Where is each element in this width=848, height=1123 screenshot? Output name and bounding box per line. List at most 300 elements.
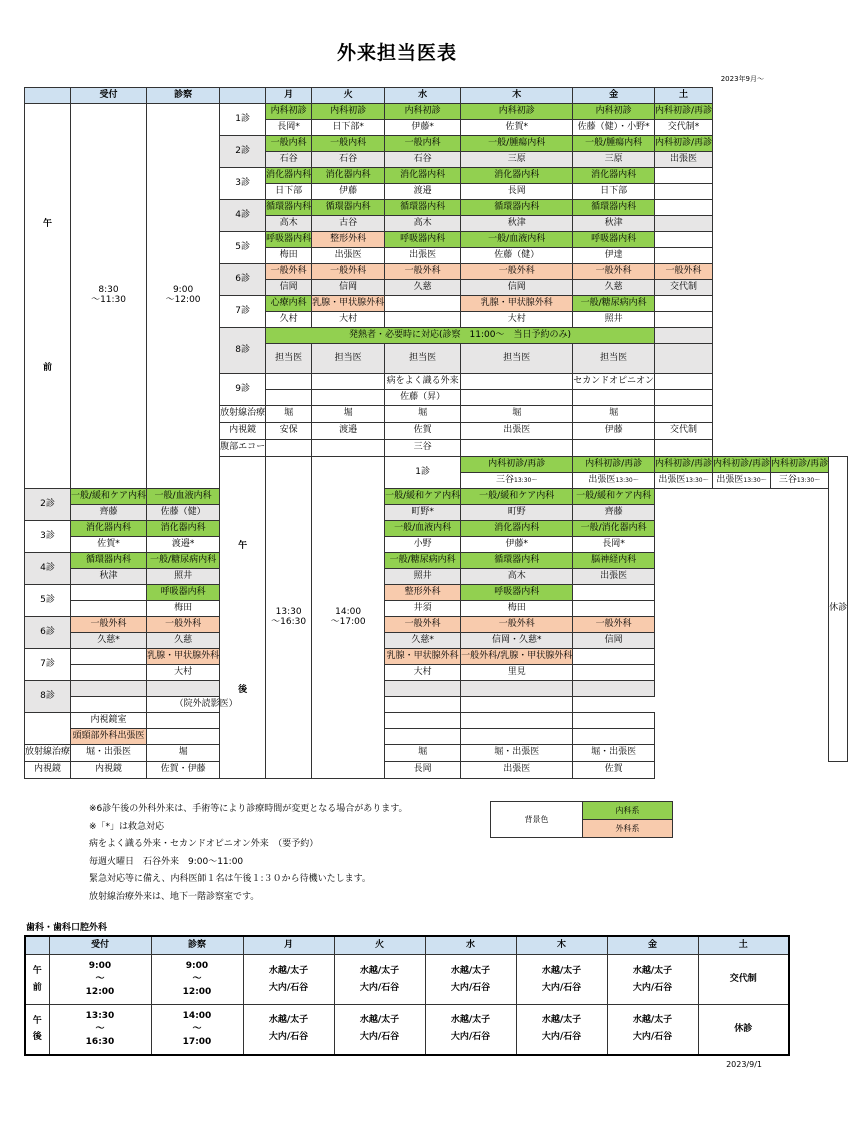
department-cell: 一般/腫瘍内科	[461, 136, 573, 152]
doctor-cell: 日下部	[266, 184, 312, 200]
doctor-name: 水越/太子	[541, 965, 582, 976]
room-label: 内視鏡	[220, 423, 266, 440]
session-label: 午	[238, 540, 248, 551]
department-cell: 内科初診/再診	[771, 457, 829, 473]
doctor-cell	[266, 440, 312, 457]
department-cell	[654, 232, 712, 248]
doctor-cell	[385, 312, 461, 328]
schedule-header-row	[25, 88, 848, 104]
empty-cell	[461, 729, 573, 745]
doctor-cell: 担当医	[573, 344, 655, 374]
room-label: 6診	[220, 264, 266, 296]
room-label: 内視鏡	[25, 762, 71, 779]
department-cell: 一般外科	[573, 264, 655, 280]
doctor-cell: 佐賀*	[461, 120, 573, 136]
time-text: 9:00	[185, 961, 209, 972]
time-text: 17:00	[182, 1036, 212, 1047]
department-cell: 循環器内科	[266, 200, 312, 216]
doctor-cell	[71, 601, 147, 617]
empty-cell	[25, 713, 71, 745]
doctor-cell	[385, 601, 461, 617]
department-cell: 消化器内科	[266, 168, 312, 184]
department-cell: 脳神経内科	[573, 553, 655, 569]
doctor-name: 大村	[174, 666, 193, 677]
doctor-cell	[461, 440, 573, 457]
session-label: 前	[32, 982, 42, 993]
doctor-cell	[385, 505, 461, 521]
department-cell: 循環器内科	[71, 553, 147, 569]
doctor-cell	[461, 390, 573, 406]
department-cell: 病をよく識る外来	[385, 374, 461, 390]
doctor-name: 水越/太子	[268, 965, 309, 976]
empty-cell	[385, 681, 461, 697]
department-cell: 一般/消化器内科	[573, 521, 655, 537]
doctor-cell: 堀	[461, 406, 573, 423]
doctor-cell: 交代制*	[654, 120, 712, 136]
empty-cell	[147, 729, 220, 745]
doctor-cell: 伊達	[573, 248, 655, 264]
doctor-cell: 堀・出張医	[71, 745, 147, 762]
doctor-cell: 三原	[573, 152, 655, 168]
doctor-cell: 高木	[385, 216, 461, 232]
doctor-name: 小野	[413, 538, 432, 549]
doctor-name: 秋津	[99, 570, 118, 581]
doctor-cell: 渡邉	[385, 184, 461, 200]
schedule-row	[25, 521, 848, 537]
department-cell: 呼吸器内科	[385, 232, 461, 248]
department-cell: 一般/血液内科	[461, 232, 573, 248]
doctor-cell: 堀	[573, 406, 655, 423]
doctor-cell	[385, 537, 461, 553]
doctor-cell: 三谷	[385, 440, 461, 457]
doctor-cell	[573, 601, 655, 617]
department-cell: 整形外科	[312, 232, 385, 248]
department-cell: 一般外科	[147, 617, 220, 633]
doctor-name: 梅田	[507, 602, 526, 613]
doctor-cell: 出張医	[461, 762, 573, 779]
time-note: 13:30～	[796, 476, 821, 484]
doctor-cell	[461, 569, 573, 585]
doctor-name: 出張医	[600, 570, 628, 581]
department-cell: 一般/糖尿病内科	[573, 296, 655, 312]
department-cell: 一般外科	[573, 617, 655, 633]
empty-cell	[461, 697, 573, 713]
department-cell: 循環器内科	[312, 200, 385, 216]
doctor-name: 水越/太子	[541, 1015, 582, 1026]
doctor-cell: 担当医	[385, 344, 461, 374]
empty-cell	[71, 697, 147, 713]
doctor-cell	[573, 390, 655, 406]
radiation-row	[25, 745, 848, 762]
doctor-cell: 大村	[312, 312, 385, 328]
doctor-cell	[771, 473, 829, 489]
department-cell: 一般/糖尿病内科	[385, 553, 461, 569]
department-cell: 一般外科	[385, 264, 461, 280]
empty-cell	[573, 681, 655, 697]
doctor-cell	[654, 216, 712, 232]
department-cell: 一般/糖尿病内科	[147, 553, 220, 569]
department-cell: 内科初診/再診	[654, 136, 712, 152]
doctor-cell	[71, 537, 147, 553]
header-tue: 火	[334, 936, 425, 955]
doctor-cell: 石谷	[266, 152, 312, 168]
note-line: 毎週火曜日 石谷外来 9:00～11:00	[89, 856, 244, 867]
doctor-cell	[147, 537, 220, 553]
time-text: ～	[192, 1023, 202, 1034]
doctor-cell	[385, 633, 461, 649]
doctor-name: 大内/石谷	[541, 1032, 582, 1043]
time-note: 13:30～	[514, 476, 538, 484]
department-cell: 乳腺・甲状腺外科	[312, 296, 385, 312]
department-cell: 内科初診	[573, 104, 655, 120]
header-cell	[220, 88, 266, 104]
doctor-cell: 出張医	[312, 248, 385, 264]
doctor-cell	[607, 955, 698, 1005]
doctor-cell: 佐藤（昇）	[385, 390, 461, 406]
doctor-name: 里見	[507, 666, 526, 677]
doctor-cell: 長岡	[385, 762, 461, 779]
doctor-cell	[573, 537, 655, 553]
department-cell	[573, 649, 655, 665]
doctor-cell	[71, 665, 147, 681]
issue-date: 2023/9/1	[726, 1060, 762, 1069]
department-cell: 内科初診/再診	[713, 457, 771, 473]
doctor-cell: 堀・出張医	[461, 745, 573, 762]
doctor-name: 水越/太子	[632, 1015, 673, 1026]
time-text: 9:00	[172, 285, 194, 296]
session-label: 午	[32, 966, 42, 977]
department-cell	[71, 585, 147, 601]
doctor-cell: 長岡*	[266, 120, 312, 136]
doctor-cell	[654, 406, 712, 423]
uketsuke-time	[49, 1005, 151, 1055]
uketsuke-time	[49, 955, 151, 1005]
doctor-cell	[607, 1005, 698, 1055]
doctor-cell: 石谷	[385, 152, 461, 168]
doctor-cell: 秋津	[573, 216, 655, 232]
header-tue: 火	[312, 88, 385, 104]
department-cell	[312, 374, 385, 390]
doctor-cell: 大村	[461, 312, 573, 328]
saturday-cell: 休診	[698, 1005, 789, 1055]
empty-cell	[573, 713, 655, 729]
department-cell: 一般/緩和ケア内科	[71, 489, 147, 505]
department-cell: 一般外科	[266, 264, 312, 280]
dental-header-row	[25, 936, 789, 955]
empty-cell	[385, 729, 461, 745]
header-wed: 水	[385, 88, 461, 104]
doctor-cell	[71, 633, 147, 649]
doctor-cell: 伊藤	[573, 423, 655, 440]
doctor-name: 水越/太子	[268, 1015, 309, 1026]
time-text: 13:30	[85, 1010, 115, 1021]
doctor-name: 出張医	[716, 474, 744, 485]
doctor-name: 大内/石谷	[359, 982, 400, 993]
schedule-row	[25, 665, 848, 681]
doctor-cell: 安保	[266, 423, 312, 440]
department-cell: 一般/緩和ケア内科	[461, 489, 573, 505]
color-legend	[490, 801, 673, 838]
doctor-name: 水越/太子	[450, 965, 491, 976]
department-cell: 一般内科	[385, 136, 461, 152]
time-text: 16:30	[85, 1036, 115, 1047]
doctor-cell: 出張医	[385, 248, 461, 264]
doctor-cell	[654, 473, 712, 489]
doctor-cell	[147, 633, 220, 649]
time-text: ～11:30	[91, 295, 126, 305]
department-cell: 整形外科	[385, 585, 461, 601]
doctor-cell	[425, 955, 516, 1005]
header-mon: 月	[243, 936, 334, 955]
room-label: 2診	[25, 489, 71, 521]
doctor-name: 水越/太子	[359, 965, 400, 976]
doctor-cell: 交代制	[654, 280, 712, 296]
effective-date: 2023年9月～	[720, 75, 764, 83]
doctor-name: 水越/太子	[450, 1015, 491, 1026]
schedule-row	[25, 601, 848, 617]
empty-cell	[461, 713, 573, 729]
dental-title: 歯科・歯科口腔外科	[26, 923, 108, 933]
schedule-row	[25, 617, 848, 633]
note-line: ※6診午後の外科外来は、手術等により診療時間が変更となる場合があります。	[89, 804, 408, 814]
time-text: ～17:00	[330, 616, 366, 627]
doctor-name: 大内/石谷	[268, 1032, 309, 1043]
department-cell: 呼吸器内科	[147, 585, 220, 601]
doctor-name: 水越/太子	[359, 1015, 400, 1026]
doctor-cell	[573, 665, 655, 681]
session-label: 午	[43, 219, 53, 229]
doctor-name: 信岡・久慈*	[491, 634, 542, 645]
department-cell: 内科初診	[385, 104, 461, 120]
note-line: 病をよく識る外来・セカンドオピニオン外来 （要予約）	[89, 839, 319, 849]
schedule-row	[25, 585, 848, 601]
doctor-cell: 担当医	[266, 344, 312, 374]
doctor-cell: 堀	[385, 745, 461, 762]
schedule-row	[25, 649, 848, 665]
department-cell: 一般内科	[266, 136, 312, 152]
room-label: 5診	[220, 232, 266, 264]
time-text: 14:00	[335, 606, 362, 617]
header-shinsatsu: 診察	[151, 936, 243, 955]
notes	[89, 801, 408, 906]
doctor-cell: 堀	[147, 745, 220, 762]
dental-row	[25, 955, 789, 1005]
shinsatsu-time	[151, 1005, 243, 1055]
doctor-name: 照井	[413, 570, 432, 581]
doctor-cell: 日下部*	[312, 120, 385, 136]
doctor-cell: 照井	[573, 312, 655, 328]
schedule-row	[25, 681, 848, 697]
endoscope-row	[25, 762, 848, 779]
doctor-name: 佐賀*	[97, 538, 120, 549]
room-label: 5診	[25, 585, 71, 617]
shinsatsu-time	[312, 457, 385, 779]
doctor-cell	[334, 955, 425, 1005]
doctor-cell: 梅田	[266, 248, 312, 264]
doctor-name: 三谷	[496, 474, 515, 485]
dental-table	[24, 935, 790, 1056]
room-label: 4診	[220, 200, 266, 232]
empty-cell	[147, 713, 220, 729]
doctor-cell: 秋津	[461, 216, 573, 232]
doctor-cell: 担当医	[312, 344, 385, 374]
header-uketsuke: 受付	[49, 936, 151, 955]
doctor-cell	[461, 665, 573, 681]
schedule-row	[25, 697, 848, 713]
doctor-cell	[243, 1005, 334, 1055]
room-label: 9診	[220, 374, 266, 406]
room-label: 腹部エコー	[220, 440, 266, 457]
room-label: 7診	[220, 296, 266, 328]
department-cell: 乳腺・甲状腺外科	[147, 649, 220, 665]
department-cell	[385, 296, 461, 312]
page-title: 外来担当医表	[336, 42, 457, 64]
legend-internal: 内科系	[583, 802, 673, 820]
doctor-cell: 出張医	[461, 423, 573, 440]
time-text: 9:00	[88, 961, 112, 972]
schedule-row	[25, 505, 848, 521]
department-cell: 一般/腫瘍内科	[573, 136, 655, 152]
empty-cell	[385, 697, 461, 713]
schedule-row	[25, 569, 848, 585]
doctor-cell	[573, 569, 655, 585]
room-label: 1診	[385, 457, 461, 489]
endoscopy-room: 内視鏡室	[71, 713, 147, 729]
uketsuke-time	[71, 104, 147, 489]
doctor-cell: 三原	[461, 152, 573, 168]
doctor-name: 大内/石谷	[359, 1032, 400, 1043]
doctor-name: 渡邉*	[171, 538, 195, 549]
doctor-cell	[147, 505, 220, 521]
header-thu: 木	[516, 936, 607, 955]
department-cell: 消化器内科	[71, 521, 147, 537]
doctor-cell: 渡邉	[312, 423, 385, 440]
time-note: 13:30～	[685, 476, 709, 484]
department-cell: 内科初診	[461, 104, 573, 120]
doctor-cell: 久村	[266, 312, 312, 328]
doctor-cell	[147, 665, 220, 681]
doctor-cell: 石谷	[312, 152, 385, 168]
empty-cell	[385, 713, 461, 729]
schedule-table	[24, 87, 848, 779]
department-cell: 一般/緩和ケア内科	[573, 489, 655, 505]
room-label: 4診	[25, 553, 71, 585]
doctor-cell: 佐賀	[385, 423, 461, 440]
doctor-name: 町野	[507, 506, 526, 517]
time-text: 14:00	[182, 1010, 212, 1021]
department-cell: 消化器内科	[312, 168, 385, 184]
room-label: 7診	[25, 649, 71, 681]
department-cell: 一般/血液内科	[147, 489, 220, 505]
empty-cell	[461, 681, 573, 697]
header-uketsuke: 受付	[71, 88, 147, 104]
doctor-cell	[147, 601, 220, 617]
department-cell: 一般外科	[461, 617, 573, 633]
doctor-cell	[385, 569, 461, 585]
header-wed: 水	[425, 936, 516, 955]
empty-cell	[147, 681, 220, 697]
doctor-cell	[312, 440, 385, 457]
session-label: 後	[238, 684, 248, 695]
note-line: ※「*」は救急対応	[89, 821, 165, 832]
doctor-cell	[573, 440, 655, 457]
shinsatsu-time	[147, 104, 220, 489]
session-label	[25, 955, 49, 1005]
note-line: 緊急対応等に備え、内科医師１名は午後１:３０から待機いたします。	[89, 874, 371, 884]
empty-cell	[573, 729, 655, 745]
department-cell: 呼吸器内科	[266, 232, 312, 248]
department-cell: 消化器内科	[461, 521, 573, 537]
doctor-cell: 内視鏡	[71, 762, 147, 779]
session-label-am	[25, 104, 71, 489]
doctor-cell: 佐藤（健）	[461, 248, 573, 264]
shinsatsu-time	[151, 955, 243, 1005]
schedule-row	[25, 713, 848, 729]
empty-cell	[654, 328, 712, 344]
department-cell: 呼吸器内科	[573, 232, 655, 248]
doctor-name: 大内/石谷	[450, 982, 491, 993]
department-cell: 一般内科	[312, 136, 385, 152]
doctor-cell: 古谷	[312, 216, 385, 232]
department-cell	[654, 374, 712, 390]
doctor-cell	[461, 473, 573, 489]
department-cell: 消化器内科	[461, 168, 573, 184]
doctor-cell	[573, 633, 655, 649]
department-cell: セカンドオピニオン	[573, 374, 655, 390]
department-cell: 内科初診/再診	[573, 457, 655, 473]
header-shinsatsu: 診察	[147, 88, 220, 104]
doctor-name: 大内/石谷	[632, 1032, 673, 1043]
dental-row	[25, 1005, 789, 1055]
department-cell: 一般外科	[71, 617, 147, 633]
department-cell: 内科初診	[312, 104, 385, 120]
session-label-pm	[220, 457, 266, 779]
doctor-name: 高木	[507, 570, 526, 581]
department-cell	[461, 374, 573, 390]
doctor-cell: 伊藤	[312, 184, 385, 200]
doctor-name: 大村	[413, 666, 432, 677]
doctor-cell	[461, 633, 573, 649]
doctor-name: 齊藤	[99, 506, 118, 517]
doctor-name: 照井	[174, 570, 193, 581]
time-text: 12:00	[182, 987, 212, 998]
time-text: ～	[192, 974, 202, 985]
header-thu: 木	[461, 88, 573, 104]
time-text: 8:30	[98, 285, 119, 296]
session-label	[25, 1005, 49, 1055]
department-cell: 循環器内科	[461, 200, 573, 216]
doctor-cell: 日下部	[573, 184, 655, 200]
doctor-name: 大内/石谷	[450, 1032, 491, 1043]
doctor-cell: 堀・出張医	[573, 745, 655, 762]
room-label: 6診	[25, 617, 71, 649]
doctor-cell: 信岡	[266, 280, 312, 296]
department-cell: 乳腺・甲状腺外科	[385, 649, 461, 665]
room-label: 放射線治療	[220, 406, 266, 423]
department-cell: 一般外科	[461, 264, 573, 280]
doctor-name: 三谷	[778, 474, 797, 485]
doctor-name: 出張医	[658, 474, 686, 485]
doctor-name: 水越/太子	[632, 965, 673, 976]
doctor-cell	[573, 473, 655, 489]
doctor-cell	[425, 1005, 516, 1055]
session-label: 前	[43, 363, 53, 373]
header-cell	[25, 936, 49, 955]
header-cell	[25, 88, 71, 104]
doctor-cell: 交代制	[654, 423, 712, 440]
doctor-cell: 出張医	[654, 152, 712, 168]
doctor-cell: 久慈	[573, 280, 655, 296]
